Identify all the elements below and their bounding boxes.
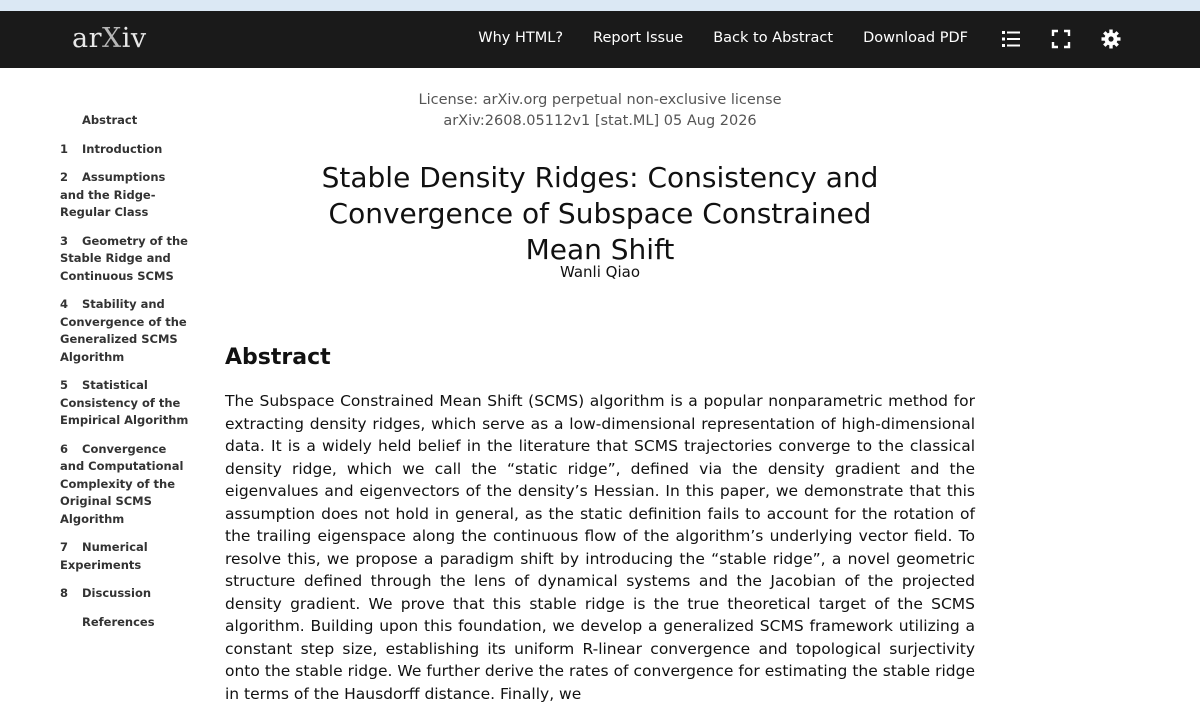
toc-item-geometry[interactable]: 3 Geometry of the Stable Ridge and Continuous SCMS — [60, 233, 188, 283]
paper-title-line-2: Convergence of Subspace Constrained Mean Shift — [328, 197, 872, 266]
list-icon[interactable] — [1000, 28, 1022, 50]
toc-item-statistical-consistency[interactable]: 5 Statistical Consistency of the Empirical Algorithm — [60, 378, 189, 427]
download-pdf-link[interactable]: Download PDF — [863, 30, 968, 46]
paper-title-line-1: Stable Density Ridges: Consistency and — [321, 161, 879, 194]
nav-icons — [1000, 28, 1122, 50]
settings-icon[interactable] — [1100, 28, 1122, 50]
abstract-text: The Subspace Constrained Mean Shift (SCMS) algorithm is a popular nonparametric method for extracting density ridges, which serve as a low-dimensional representation of high-dimensional data. It is a widely held belief in the literature that SCMS trajectories converge to the classical density ridge, which we call the “static ridge”, defined via the density gradient and the eigenvalues and eigenvectors of the density’s Hessian. In this paper, we demonstrate that this assumption does not hold in general, as the static definition fails to account for the rotation of the trailing eigenspace along the continuous flow of the algorithm’s underlying vector field. To resolve this, we propose a paradigm shift by introducing the “stable ridge”, a novel geometric structure defined through the lens of dynamical systems and the Jacobian of the projected density gradient. We prove that this stable ridge is the true theoretical target of the SCMS algorithm. Building upon this foundation, we develop a generalized SCMS framework utilizing a constant step size, establishing its uniform R-linear convergence and topological surjectivity onto the stable ridge. We further derive the rates of convergence for estimating the stable ridge in terms of the Hausdorff distance. Finally, we — [225, 392, 975, 703]
top-navbar — [0, 11, 1200, 68]
toc-item-discussion[interactable]: 8 Discussion — [60, 586, 152, 600]
license-text: License: arXiv.org perpetual non-exclusive license — [418, 92, 782, 108]
fullscreen-icon[interactable] — [1050, 28, 1072, 50]
abstract-heading: Abstract — [225, 345, 331, 370]
author-name: Wanli Qiao — [559, 263, 641, 281]
toc-item-numerical-experiments[interactable]: 7 Numerical Experiments — [60, 540, 148, 572]
browser-banner — [0, 0, 1200, 11]
toc-item-convergence-complexity[interactable]: 6 Convergence and Computational Complexity of the Original SCMS Algorithm — [60, 441, 184, 526]
toc-item-assumptions[interactable]: 2 Assumptions and the Ridge-Regular Class — [60, 170, 166, 219]
back-to-abstract-link[interactable]: Back to Abstract — [713, 30, 834, 46]
nav-links — [478, 30, 968, 46]
license-block — [0, 90, 1200, 132]
report-issue-link[interactable]: Report Issue — [593, 30, 684, 46]
why-html-link[interactable]: Why HTML? — [478, 30, 564, 46]
toc-item-stability[interactable]: 4 Stability and Convergence of the Generalized SCMS Algorithm — [60, 297, 187, 364]
toc-item-references[interactable]: References — [82, 614, 155, 629]
toc-item-introduction[interactable]: 1 Introduction — [60, 141, 163, 156]
arxiv-identifier: arXiv:2608.05112v1 [stat.ML] 05 Aug 2026 — [443, 113, 757, 129]
table-of-contents — [60, 112, 190, 642]
arxiv-logo[interactable]: arXiv — [72, 23, 147, 54]
paper-title — [300, 160, 900, 268]
toc-item-abstract[interactable]: Abstract — [82, 113, 138, 127]
